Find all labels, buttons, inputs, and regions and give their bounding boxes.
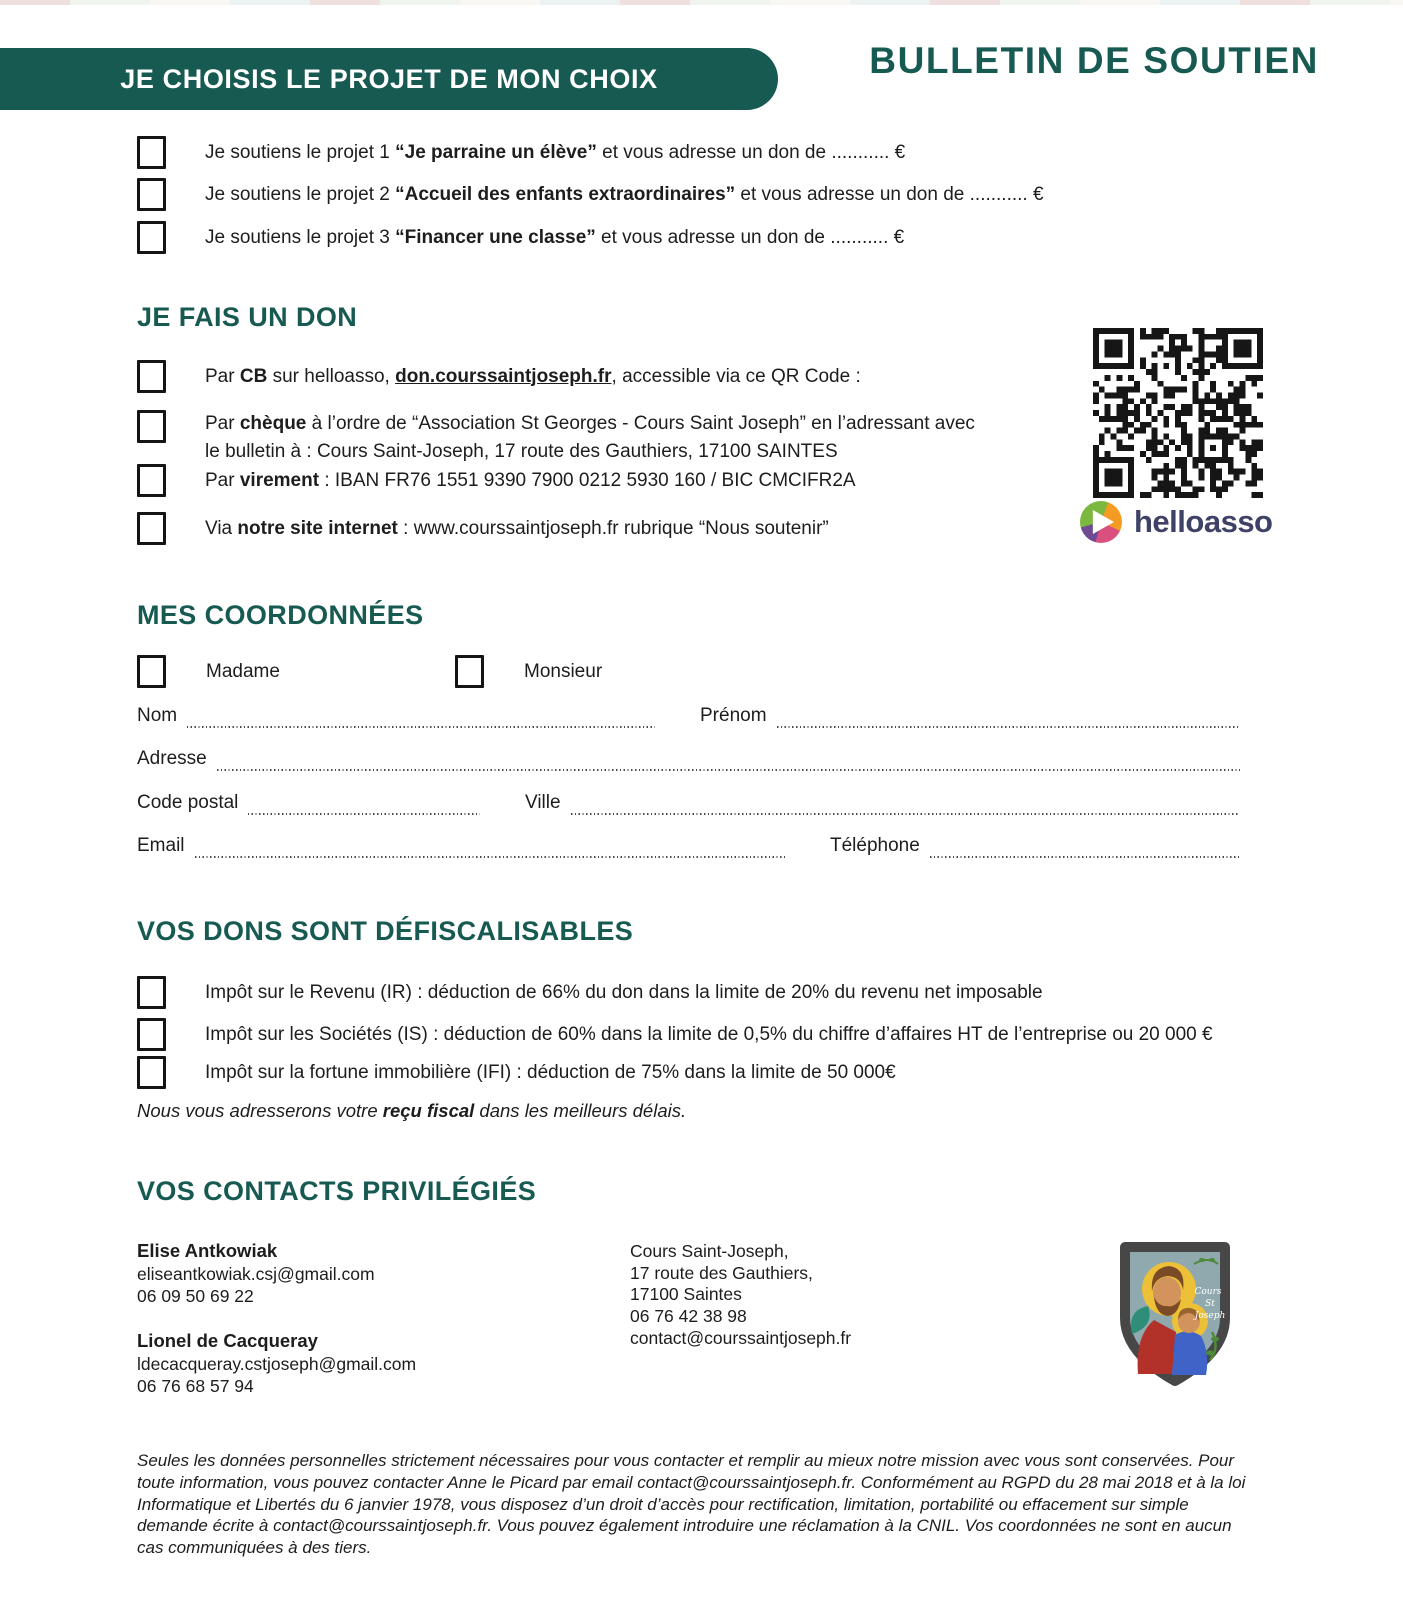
page-title: BULLETIN DE SOUTIEN	[869, 40, 1319, 81]
contact-1-email: eliseantkowiak.csj@gmail.com	[137, 1263, 375, 1284]
choose-project-banner-label: JE CHOISIS LE PROJET DE MON CHOIX	[120, 63, 658, 94]
payment-website-bold: notre site internet	[237, 517, 398, 539]
helloasso-wordmark: helloasso	[1134, 504, 1273, 539]
payment-cheque-pre: Par	[205, 413, 240, 434]
contact-2-name: Lionel de Cacqueray	[137, 1330, 318, 1351]
contact-person-2	[137, 1330, 416, 1398]
fiscal-note-post: dans les meilleurs délais.	[474, 1100, 687, 1121]
tax-option-is	[137, 1018, 1213, 1051]
footer-rgpd-text: Seules les données personnelles strictement nécessaires pour vous contacter et remplir au mieux notre mission avec vous sont conservées. Pour toute information, vous pouvez contacter Anne le Picard par email contact@courssaintjoseph.fr. Conformément au RGPD du 28 mai 2018 et à la loi Informatique et Libertés du 6 janvier 1978, vous disposez d’un droit d’accès pour rectification, limitation, portabilité ou effacement sur simple demande écrite à contact@courssaintjoseph.fr. Vous pouvez également introduire une réclamation à la CNIL. Vos coordonnées ne sont en aucun cas communiquées à des tiers.	[137, 1451, 1246, 1558]
project-1-text-bold: “Je parraine un élève”	[395, 141, 597, 163]
ville-input-line[interactable]	[571, 797, 1240, 815]
email-input-line[interactable]	[195, 840, 785, 858]
nom-input-line[interactable]	[187, 710, 655, 728]
payment-cheque-checkbox[interactable]	[137, 410, 166, 443]
payment-cb-rest: , accessible via ce QR Code :	[611, 365, 861, 387]
payment-cb-label	[205, 363, 1067, 391]
helloasso-logo	[1080, 501, 1273, 543]
field-nom	[137, 704, 655, 728]
tax-is-checkbox[interactable]	[137, 1018, 166, 1051]
civility-madame	[137, 655, 280, 688]
project-3-text-post: et vous adresse un don de ........... €	[595, 226, 905, 248]
payment-cheque-bold: chèque	[239, 413, 307, 434]
monsieur-checkbox[interactable]	[455, 655, 484, 688]
fiscal-note	[137, 1100, 686, 1122]
project-1-text-post: et vous adresse un don de ........... €	[596, 141, 906, 163]
payment-cb-pre: Par	[205, 365, 240, 387]
tax-option-ir	[137, 976, 1043, 1009]
civility-monsieur	[455, 655, 602, 688]
tax-ifi-checkbox[interactable]	[137, 1056, 166, 1089]
payment-cheque-rest2: le bulletin à : Cours Saint-Joseph, 17 route des Gauthiers, 17100 SAINTES	[205, 441, 838, 462]
nom-label: Nom	[137, 705, 178, 726]
payment-cb-checkbox[interactable]	[137, 360, 166, 393]
field-adresse	[137, 747, 1240, 771]
payment-option-website	[137, 512, 1067, 545]
school-name: Cours Saint-Joseph,	[630, 1241, 789, 1261]
payment-website-rest: : www.courssaintjoseph.fr rubrique “Nous soutenir”	[397, 517, 829, 539]
payment-cheque-label	[205, 410, 1067, 466]
project-2-checkbox[interactable]	[137, 178, 166, 211]
monsieur-label: Monsieur	[524, 660, 603, 682]
project-1-checkbox[interactable]	[137, 136, 166, 169]
donation-url-link[interactable]: don.courssaintjoseph.fr	[395, 365, 612, 387]
school-phone: 06 76 42 38 98	[630, 1306, 747, 1327]
field-telephone	[830, 834, 1240, 858]
school-address	[630, 1241, 851, 1350]
payment-cb-mid: sur helloasso,	[267, 365, 396, 387]
project-2-text-bold: “Accueil des enfants extraordinaires”	[395, 183, 736, 205]
telephone-label: Téléphone	[830, 835, 920, 856]
project-3-text-bold: “Financer une classe”	[395, 226, 596, 248]
section-title-defiscalisables: VOS DONS SONT DÉFISCALISABLES	[137, 916, 634, 946]
project-2-text-pre: Je soutiens le projet 2	[205, 183, 396, 205]
payment-virement-label	[205, 467, 1067, 495]
tax-ifi-label: Impôt sur la fortune immobilière (IFI) : déduction de 75% dans la limite de 50 000€	[205, 1061, 896, 1083]
code-postal-label: Code postal	[137, 792, 239, 813]
payment-option-cb	[137, 360, 1067, 393]
payment-website-checkbox[interactable]	[137, 512, 166, 545]
contact-person-1	[137, 1240, 375, 1308]
crest-text-line-1: Cours	[1194, 1287, 1222, 1297]
tax-option-ifi	[137, 1056, 896, 1089]
prenom-label: Prénom	[700, 705, 767, 726]
payment-virement-checkbox[interactable]	[137, 464, 166, 497]
project-2-text-post: et vous adresse un don de ........... €	[735, 183, 1044, 205]
madame-label: Madame	[206, 660, 280, 682]
fiscal-note-bold: reçu fiscal	[382, 1100, 475, 1121]
project-1-text-pre: Je soutiens le projet 1	[205, 141, 396, 163]
qr-code	[1093, 328, 1263, 498]
tax-ir-checkbox[interactable]	[137, 976, 166, 1009]
payment-website-label	[205, 515, 1067, 543]
field-prenom	[700, 704, 1240, 728]
choose-project-banner	[0, 48, 778, 110]
contact-2-phone: 06 76 68 57 94	[137, 1376, 254, 1396]
section-title-mes-coordonnees: MES COORDONNÉES	[137, 600, 424, 630]
prenom-input-line[interactable]	[777, 710, 1240, 728]
code-postal-input-line[interactable]	[248, 797, 480, 815]
project-option-1	[137, 136, 905, 169]
school-crest	[1118, 1240, 1232, 1393]
payment-website-pre: Via	[205, 517, 238, 539]
qr-code-pattern	[1093, 328, 1263, 498]
crest-text-line-3: Joseph	[1194, 1311, 1226, 1321]
project-1-label	[205, 142, 905, 164]
telephone-input-line[interactable]	[930, 840, 1240, 858]
crest-text-line-2: St	[1205, 1299, 1215, 1309]
project-3-checkbox[interactable]	[137, 221, 166, 254]
adresse-input-line[interactable]	[217, 753, 1240, 771]
contact-1-name: Elise Antkowiak	[137, 1240, 278, 1261]
fiscal-note-pre: Nous vous adresserons votre	[137, 1100, 383, 1121]
tax-is-label: Impôt sur les Sociétés (IS) : déduction de 60% dans la limite de 0,5% du chiffre d’affaires HT de l’entreprise ou 20 000 €	[205, 1023, 1213, 1045]
payment-virement-bold: virement	[239, 469, 320, 491]
payment-option-cheque	[137, 410, 1067, 466]
project-3-label	[205, 227, 904, 249]
payment-virement-rest: : IBAN FR76 1551 9390 7900 0212 5930 160 / BIC CMCIFR2A	[319, 469, 856, 491]
school-email: contact@courssaintjoseph.fr	[630, 1327, 852, 1348]
contact-1-phone: 06 09 50 69 22	[137, 1286, 254, 1306]
helloasso-icon	[1080, 501, 1122, 543]
email-label: Email	[137, 835, 185, 856]
payment-cheque-rest: à l’ordre de “Association St Georges - Cours Saint Joseph” en l’adressant avec	[306, 413, 975, 434]
project-3-text-pre: Je soutiens le projet 3	[205, 226, 396, 248]
project-option-2	[137, 178, 1044, 211]
section-title-contacts: VOS CONTACTS PRIVILÉGIÉS	[137, 1176, 537, 1206]
project-option-3	[137, 221, 904, 254]
payment-cb-bold: CB	[239, 365, 268, 387]
ville-label: Ville	[525, 792, 561, 813]
field-code-postal	[137, 791, 480, 815]
madame-checkbox[interactable]	[137, 655, 166, 688]
tax-ir-label: Impôt sur le Revenu (IR) : déduction de 66% du don dans la limite de 20% du revenu net imposable	[205, 981, 1043, 1003]
field-ville	[525, 791, 1240, 815]
top-edge-decoration	[0, 0, 1403, 5]
school-street: 17 route des Gauthiers,	[630, 1262, 813, 1283]
school-crest-graphic	[1118, 1240, 1232, 1388]
field-email	[137, 834, 785, 858]
payment-option-virement	[137, 464, 1067, 497]
payment-virement-pre: Par	[205, 469, 240, 491]
project-2-label	[205, 184, 1044, 206]
contact-2-email: ldecacqueray.cstjoseph@gmail.com	[137, 1353, 417, 1374]
school-city: 17100 Saintes	[630, 1284, 742, 1305]
adresse-label: Adresse	[137, 748, 207, 769]
section-title-je-fais-un-don: JE FAIS UN DON	[137, 302, 358, 332]
